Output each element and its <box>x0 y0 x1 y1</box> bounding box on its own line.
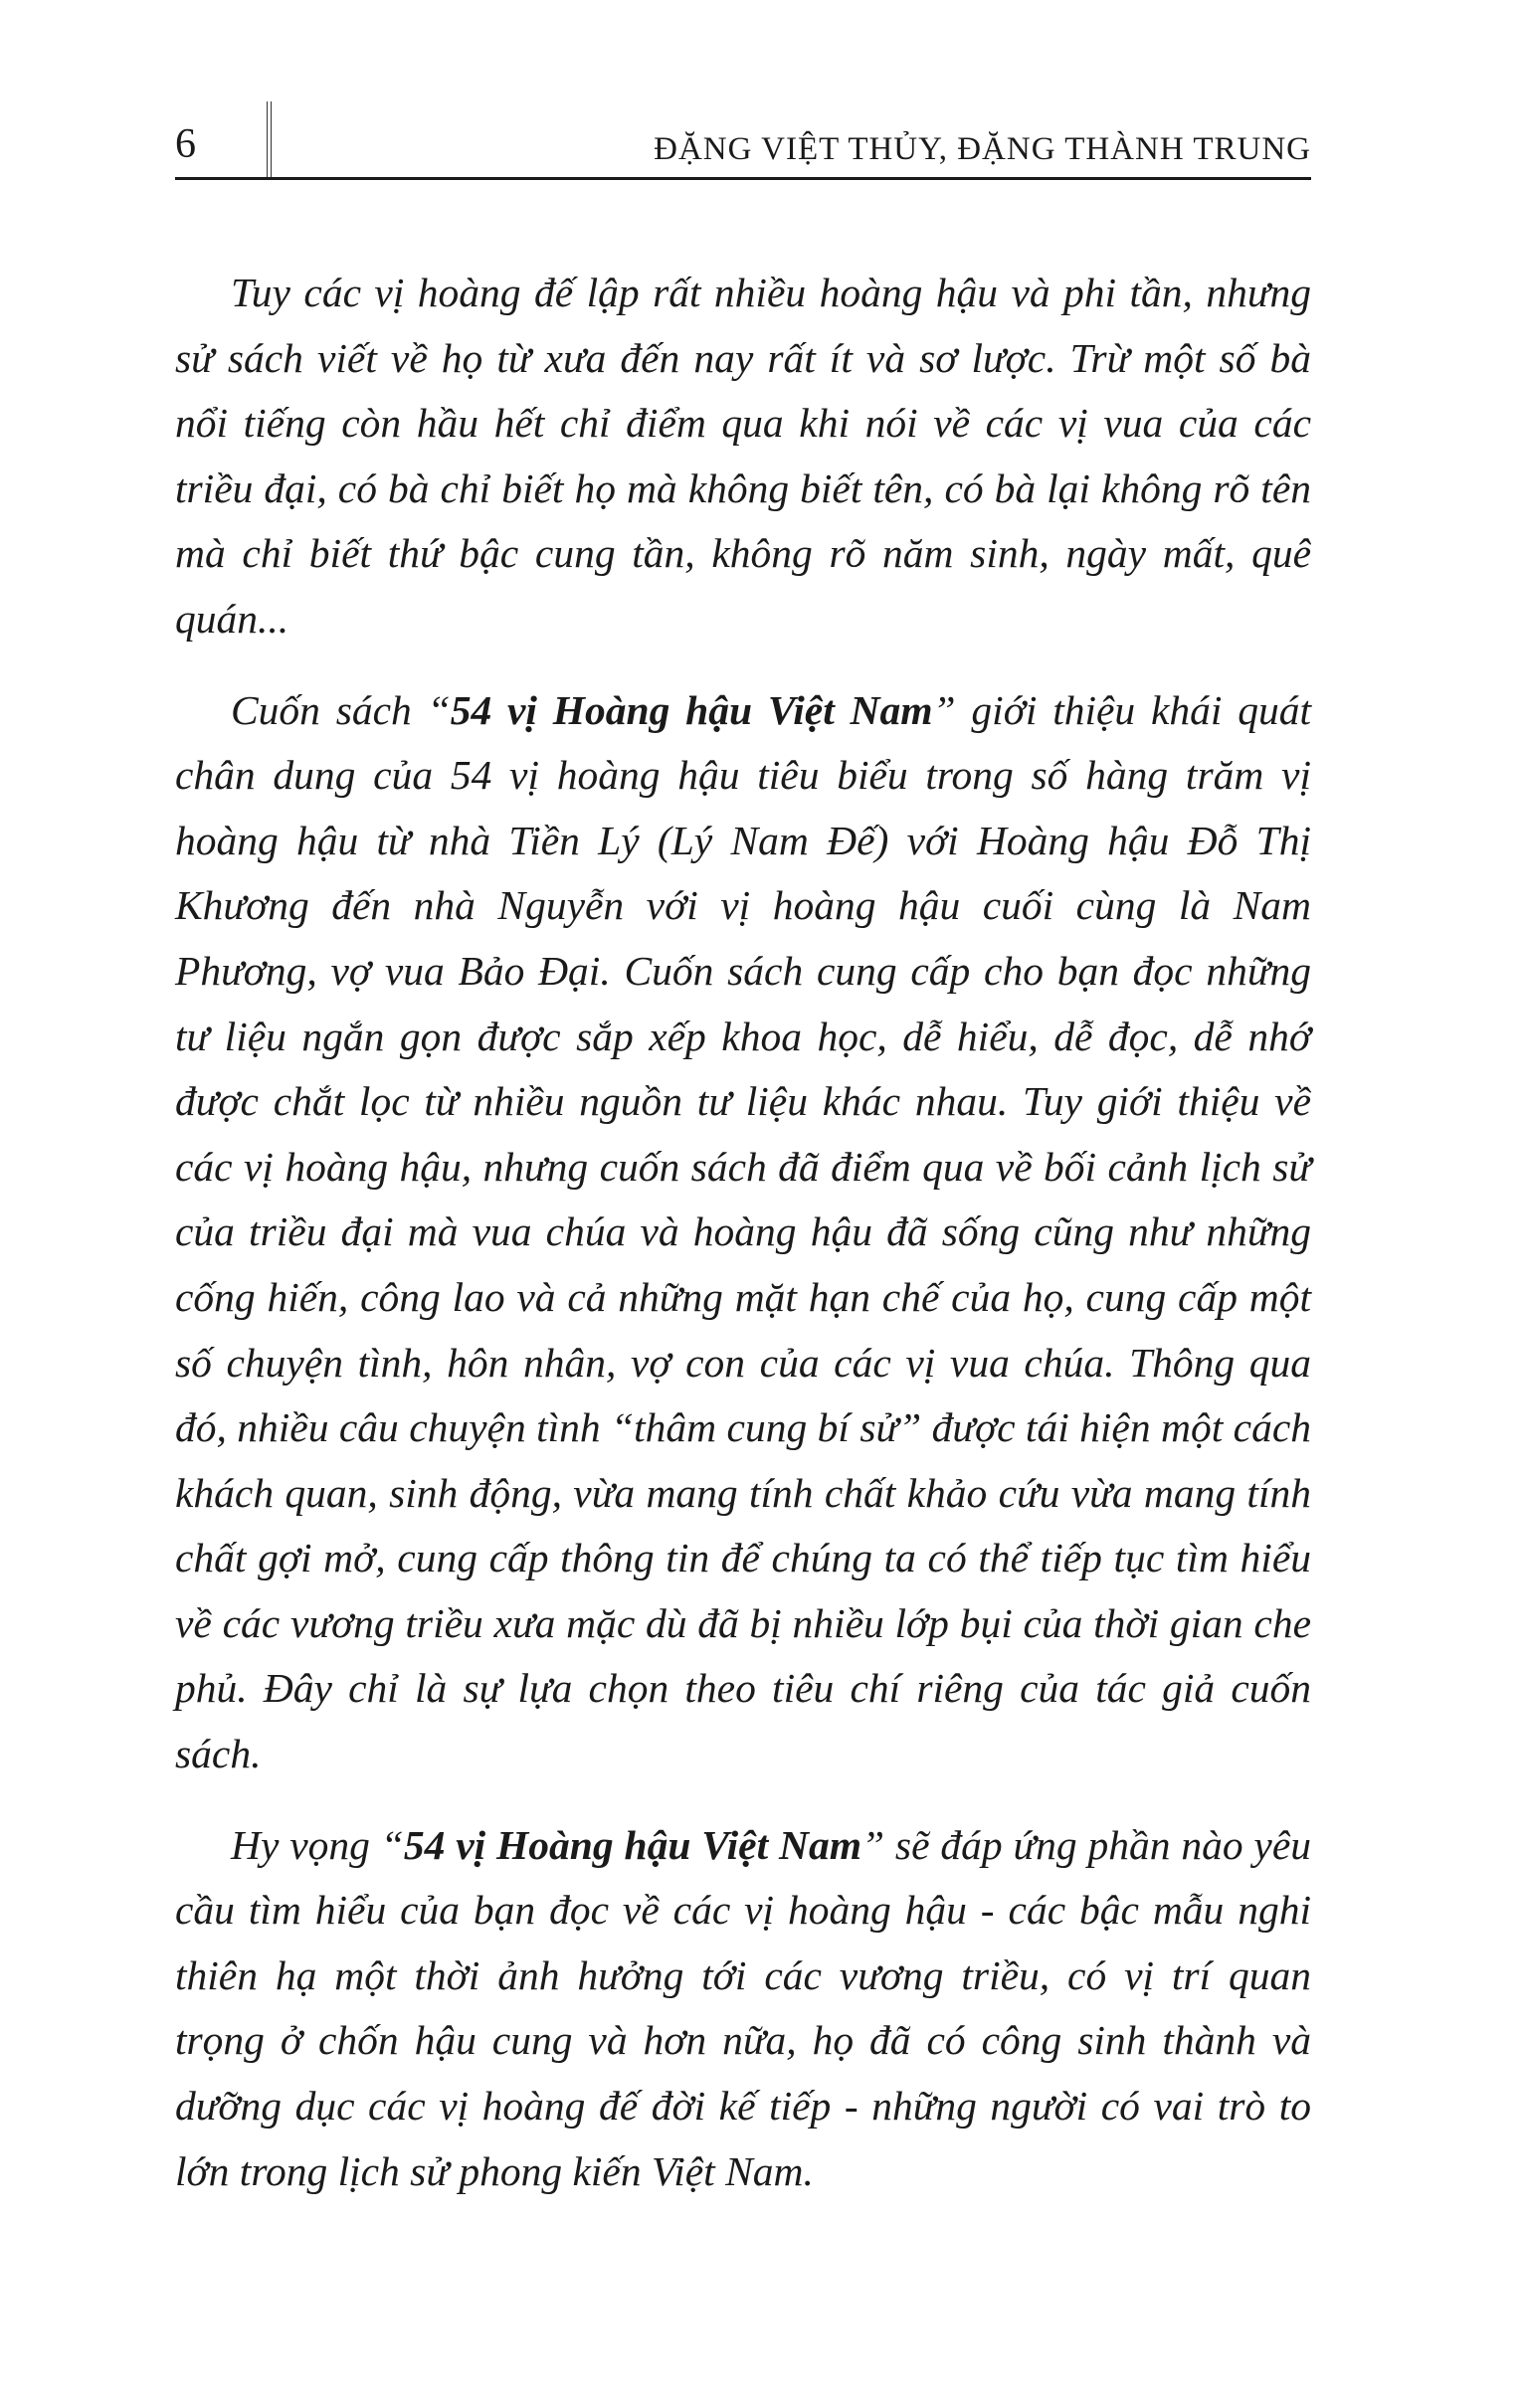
text-run: Tuy các vị hoàng đế lập rất nhiều hoàng hậu và phi tần, nhưng sử sách viết về họ từ xưa đến nay rất ít và sơ lược. Trừ một số bà nổi tiếng còn hầu hết chỉ điểm qua khi nói về các vị vua của các triều đại, có bà chỉ biết họ mà không biết tên, có bà lại không rõ tên mà chỉ biết thứ bậc cung tần, không rõ năm sinh, ngày mất, quê quán... <box>175 270 1311 642</box>
book-title: 54 vị Hoàng hậu Việt Nam <box>450 686 933 733</box>
page-header <box>175 99 1311 179</box>
text-run: ” giới thiệu khái quát chân dung của 54 vị hoàng hậu tiêu biểu trong số hàng trăm vị hoàng hậu từ nhà Tiền Lý (Lý Nam Đế) với Hoàng hậu Đỗ Thị Khương đến nhà Nguyễn với vị hoàng hậu cuối cùng là Nam Phương, vợ vua Bảo Đại. Cuốn sách cung cấp cho bạn đọc những tư liệu ngắn gọn được sắp xếp khoa học, dễ hiểu, dễ đọc, dễ nhớ được chắt lọc từ nhiều nguồn tư liệu khác nhau. Tuy giới thiệu về các vị hoàng hậu, nhưng cuốn sách đã điểm qua về bối cảnh lịch sử của triều đại mà vua chúa và hoàng hậu đã sống cũng như những cống hiến, công lao và cả những mặt hạn chế của họ, cung cấp một số chuyện tình, hôn nhân, vợ con của các vị vua chúa. Thông qua đó, nhiều câu chuyện tình “thâm cung bí sử” được tái hiện một cách khách quan, sinh động, vừa mang tính chất khảo cứu vừa mang tính chất gợi mở, cung cấp thông tin để chúng ta có thể tiếp tục tìm hiểu về các vương triều xưa mặc dù đã bị nhiều lớp bụi của thời gian che phủ. Đây chỉ là sự lựa chọn theo tiêu chí riêng của tác giả cuốn sách. <box>175 686 1311 1777</box>
header-rule <box>175 177 1311 180</box>
running-title: ĐẶNG VIỆT THỦY, ĐẶNG THÀNH TRUNG <box>654 131 1311 167</box>
paragraph-3 <box>175 1813 1311 2205</box>
text-run: Hy vọng “ <box>231 1821 404 1868</box>
book-title: 54 vị Hoàng hậu Việt Nam <box>403 1821 861 1868</box>
text-run: ” sẽ đáp ứng phần nào yêu cầu tìm hiểu của bạn đọc về các vị hoàng hậu - các bậc mẫu nghi thiên hạ một thời ảnh hưởng tới các vương triều, có vị trí quan trọng ở chốn hậu cung và hơn nữa, họ đã có công sinh thành và dưỡng dục các vị hoàng đế đời kế tiếp - những người có vai trò to lớn trong lịch sử phong kiến Việt Nam. <box>175 1821 1312 2194</box>
header-divider <box>267 101 272 177</box>
page-number: 6 <box>175 121 196 167</box>
body-text <box>175 261 1311 2230</box>
paragraph-2 <box>175 678 1311 1787</box>
text-run: Cuốn sách “ <box>231 686 451 733</box>
paragraph-1 <box>175 261 1311 652</box>
